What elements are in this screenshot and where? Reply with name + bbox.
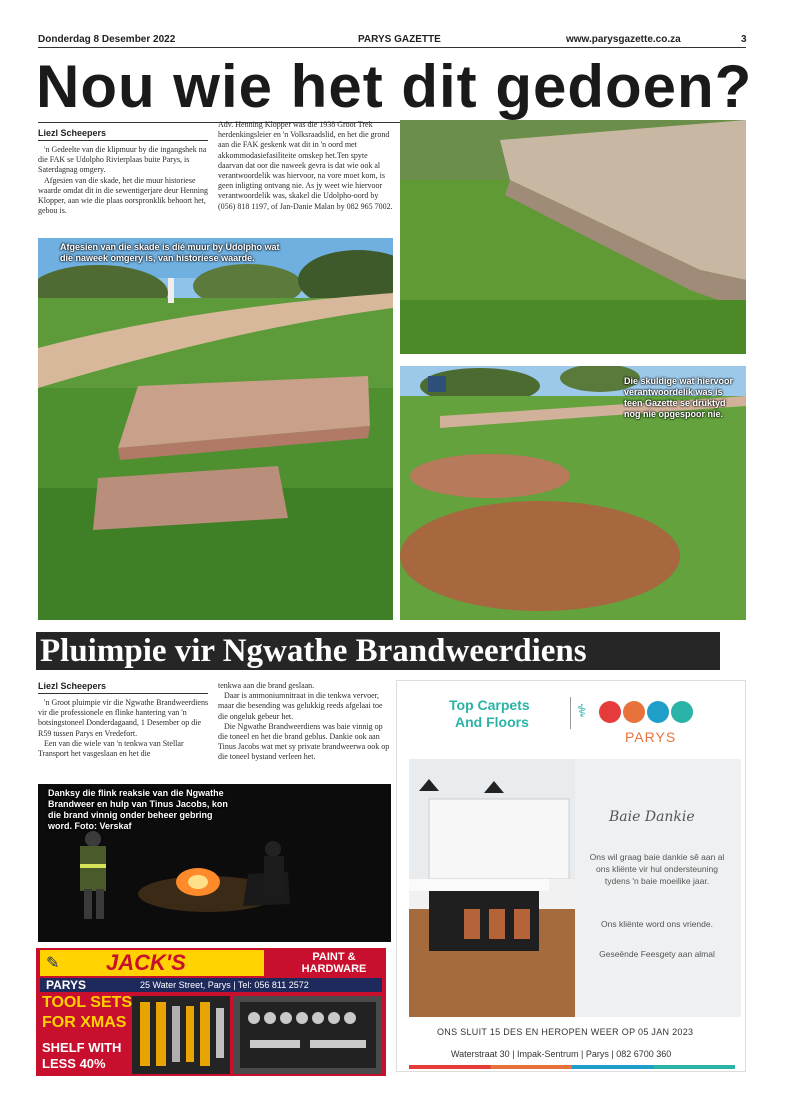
wall-road-illustration xyxy=(38,238,393,620)
wishes-text: Geseënde Feesgety aan almal xyxy=(599,949,715,959)
wood-floor-icon xyxy=(671,701,693,723)
issue-date: Donderdag 8 Desember 2022 xyxy=(38,34,176,45)
carpets-town: PARYS xyxy=(625,729,677,745)
wall-road-photo xyxy=(38,238,393,620)
story2-paragraph: Een van die wiele van 'n tenkwa van Stellar Transport het vasgeslaan en het die xyxy=(38,738,184,759)
story2-paragraph: Daar is ammoniumnitraat in die tenkwa vervoer, maar die besending was gelukkig reeds afgelaai toe die ongeluk gebeur het. xyxy=(218,691,383,721)
contact-text: Waterstraat 30 | Impak-Sentrum | Parys | 082 6700 360 xyxy=(451,1049,672,1059)
story2-paragraph: Die Ngwathe Brandweerdiens was baie vinnig op die toneel en het die brand geblus. Dankie ook aan Tinus Jacobs wat met sy private brandweerwa ook op die toneel bystand verleen het. xyxy=(218,721,390,762)
paper-name: PARYS GAZETTE xyxy=(358,34,441,45)
jacks-name: JACK'S xyxy=(106,950,186,975)
jacks-address: 25 Water Street, Parys | Tel: 056 811 2572 xyxy=(140,980,309,990)
friends-text: Ons kliënte word ons vriende. xyxy=(601,919,713,929)
story1-headline: Nou wie het dit gedoen? xyxy=(36,53,753,120)
jacks-promo-4: LESS 40% xyxy=(42,1056,106,1071)
story2-headline: Pluimpie vir Ngwathe Brandweerdiens xyxy=(40,633,587,669)
byline-rule xyxy=(38,140,208,141)
tool-set-illustration xyxy=(132,996,230,1074)
carpets-brand-line1: Top Carpets xyxy=(449,697,530,713)
carpets-ad xyxy=(396,680,746,1072)
carpet-icon xyxy=(599,701,621,723)
fire-photo xyxy=(38,784,391,942)
jacks-promo-3: SHELF WITH xyxy=(42,1040,122,1055)
thanks-text: Ons wil graag baie dankie sê aan al ons kliënte vir hul ondersteuning tydens 'n baie moeilike jaar. xyxy=(589,852,725,886)
fire-caption: Danksy die flink reaksie van die Ngwathe Brandweer en hulp van Tinus Jacobs, kon die brand vinnig onder beheer gebring word. Foto: Verskaf xyxy=(48,788,228,831)
photo3-caption: Die skuldige wat hiervoor verantwoordelik was is teen Gazette se druktyd nog nie opgespoor nie. xyxy=(624,376,734,419)
scuffed-ground-photo xyxy=(400,366,746,620)
kitchen-illustration xyxy=(409,759,575,1017)
carpets-divider xyxy=(570,697,571,729)
story1-paragraph: 'n Gedeelte van die klipmuur by die ingangshek na die FAK se Udolpho Rivierplaas buite Parys, is Saterdagnag omgery. xyxy=(38,145,207,175)
kitchen-photo xyxy=(409,759,575,1017)
carpets-logo-icon: ⚕ xyxy=(577,701,587,722)
jacks-brush-icon: ✎ xyxy=(46,953,60,972)
blind-icon xyxy=(647,701,669,723)
story2-column-2 xyxy=(218,681,393,763)
broken-slab-illustration xyxy=(400,120,746,354)
thanks-panel xyxy=(575,759,741,1017)
photo1-caption: Afgesien van die skade is dié muur by Udolpho wat die naweek omgery is, van historiese waarde. xyxy=(60,242,280,263)
tool-set-photo xyxy=(132,996,230,1074)
broken-slab-photo xyxy=(400,120,746,354)
jacks-tagline-1: PAINT & xyxy=(312,951,356,963)
story2-paragraph: tenkwa aan die brand geslaan. xyxy=(218,681,315,690)
story2-paragraph: 'n Groot pluimpie vir die Ngwathe Brandweerdiens vir die professionele en flinke hantering van 'n botsingstoneel Donderdagaand, 1 Desember op die R59 tussen Parys en Vredefort. xyxy=(38,698,209,738)
header-rule xyxy=(38,47,746,48)
jacks-promo-2: FOR XMAS xyxy=(42,1014,127,1031)
jacks-tagline-2: HARDWARE xyxy=(301,963,367,975)
tile-icon xyxy=(623,701,645,723)
story1-column-2 xyxy=(218,120,393,212)
jacks-town: PARYS xyxy=(46,978,87,992)
jacks-promo-1: TOOL SETS xyxy=(42,994,133,1011)
color-strip xyxy=(409,1065,735,1069)
story2-byline: Liezl Scheepers xyxy=(38,681,107,691)
closing-text: ONS SLUIT 15 DES EN HEROPEN WEER OP 05 JAN 2023 xyxy=(437,1027,694,1037)
socket-set-illustration xyxy=(234,996,382,1074)
carpets-brand-line2: And Floors xyxy=(455,714,529,730)
story2-column-1 xyxy=(38,698,213,759)
jacks-ad xyxy=(36,948,386,1076)
socket-set-photo xyxy=(234,996,382,1074)
script-title: Baie Dankie xyxy=(609,809,695,825)
byline-rule xyxy=(38,693,208,694)
page-number: 3 xyxy=(741,34,747,45)
paper-url: www.parysgazette.co.za xyxy=(566,34,681,45)
story1-paragraph: Adv. Henning Klopper was die 1938 Groot Trek herdenkingsleier en 'n Volksraadslid, en het die grond aan die FAK geskenk wat dit in 'n oord met akkommodasiefasiliteite omskep het.Ten spyte daarvan dat oor die naweek gevra is dat wie ook al verantwoordelik was hiervoor, na vore moet kom, is geen inligting ontvang nie. As jy weet wie hiervoor verantwoordelik was, skakel die Udolpho-oord by (056) 818 1197, of Jan-Danie Malan by 082 965 7002. xyxy=(218,120,393,211)
story1-paragraph: Afgesien van die skade, het die muur historiese waarde omdat dit in die sewentigerjare deur Henning Klopper, aan wie die plaas oorspronklik behoort het, gebou is. xyxy=(38,175,208,216)
story1-byline: Liezl Scheepers xyxy=(38,128,107,138)
story1-column-1 xyxy=(38,145,213,216)
